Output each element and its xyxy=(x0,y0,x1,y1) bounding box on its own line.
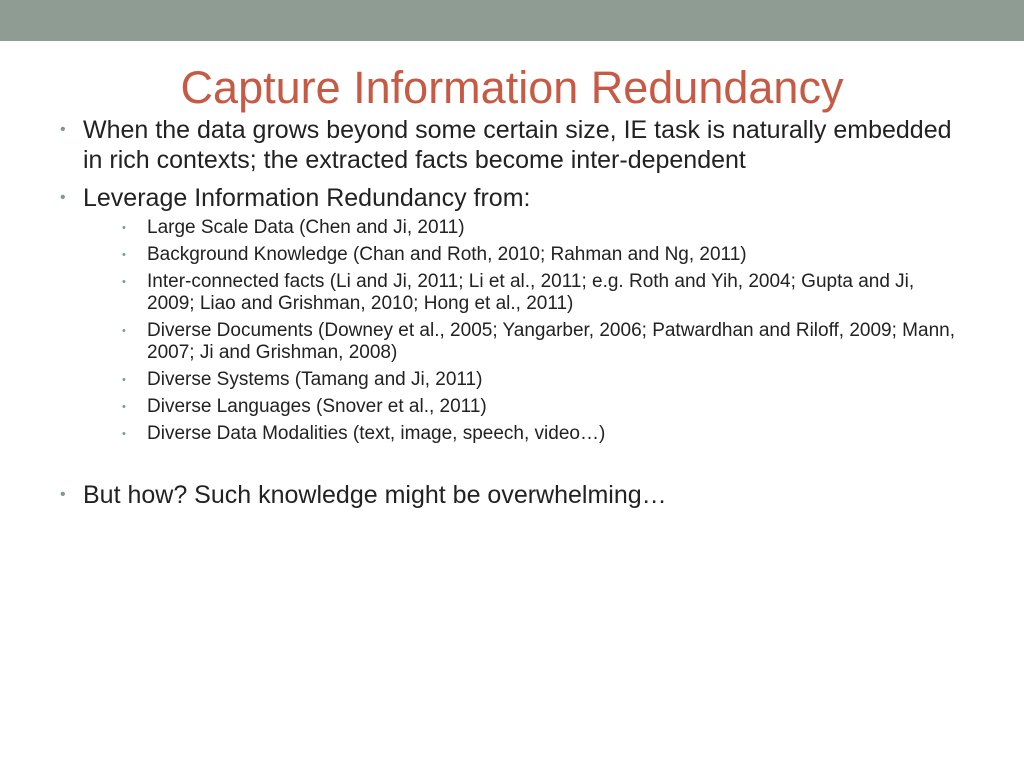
bullet-dot-icon: • xyxy=(122,374,126,386)
sub-bullet-item xyxy=(122,244,958,266)
bullet-dot-icon: • xyxy=(60,189,66,206)
bullet-item xyxy=(58,480,958,510)
slide-title: Capture Information Redundancy xyxy=(180,62,844,113)
bullet-text: Leverage Information Redundancy from: xyxy=(83,184,531,212)
sub-bullet-text: Inter-connected facts (Li and Ji, 2011; Li et al., 2011; e.g. Roth and Yih, 2004; Gupta and Ji, 2009; Liao and Grishman, 2010; Hong et al., 2011) xyxy=(147,271,915,314)
sub-bullet-text: Diverse Documents (Downey et al., 2005; Yangarber, 2006; Patwardhan and Riloff, 2009; Mann, 2007; Ji and Grishman, 2008) xyxy=(147,320,955,363)
bullet-dot-icon: • xyxy=(122,222,126,234)
bullet-dot-icon: • xyxy=(122,401,126,413)
bullet-dot-icon: • xyxy=(122,325,126,337)
bullet-dot-icon: • xyxy=(60,486,66,503)
sub-bullet-item xyxy=(122,217,958,239)
sub-bullet-text: Diverse Data Modalities (text, image, speech, video…) xyxy=(147,423,606,444)
sub-bullet-item xyxy=(122,271,958,315)
bullet-dot-icon: • xyxy=(60,121,66,138)
sub-bullet-text: Diverse Languages (Snover et al., 2011) xyxy=(147,396,487,417)
bullet-text: But how? Such knowledge might be overwhelming… xyxy=(83,481,667,509)
bullet-text: When the data grows beyond some certain size, IE task is naturally embedded in rich contexts; the extracted facts become inter-dependent xyxy=(83,116,952,174)
bullet-dot-icon: • xyxy=(122,276,126,288)
sub-bullet-item xyxy=(122,369,958,391)
bullet-dot-icon: • xyxy=(122,249,126,261)
bullet-dot-icon: • xyxy=(122,428,126,440)
sub-bullet-text: Diverse Systems (Tamang and Ji, 2011) xyxy=(147,369,483,390)
sub-bullet-item xyxy=(122,423,958,445)
top-accent-bar xyxy=(0,0,1024,41)
sub-bullet-text: Large Scale Data (Chen and Ji, 2011) xyxy=(147,217,465,238)
bullet-item xyxy=(58,183,958,213)
slide-content xyxy=(58,115,958,510)
sub-bullet-item xyxy=(122,320,958,364)
bullet-item xyxy=(58,115,958,175)
sub-bullet-list xyxy=(122,217,958,445)
sub-bullet-item xyxy=(122,396,958,418)
sub-bullet-text: Background Knowledge (Chan and Roth, 2010; Rahman and Ng, 2011) xyxy=(147,244,747,265)
